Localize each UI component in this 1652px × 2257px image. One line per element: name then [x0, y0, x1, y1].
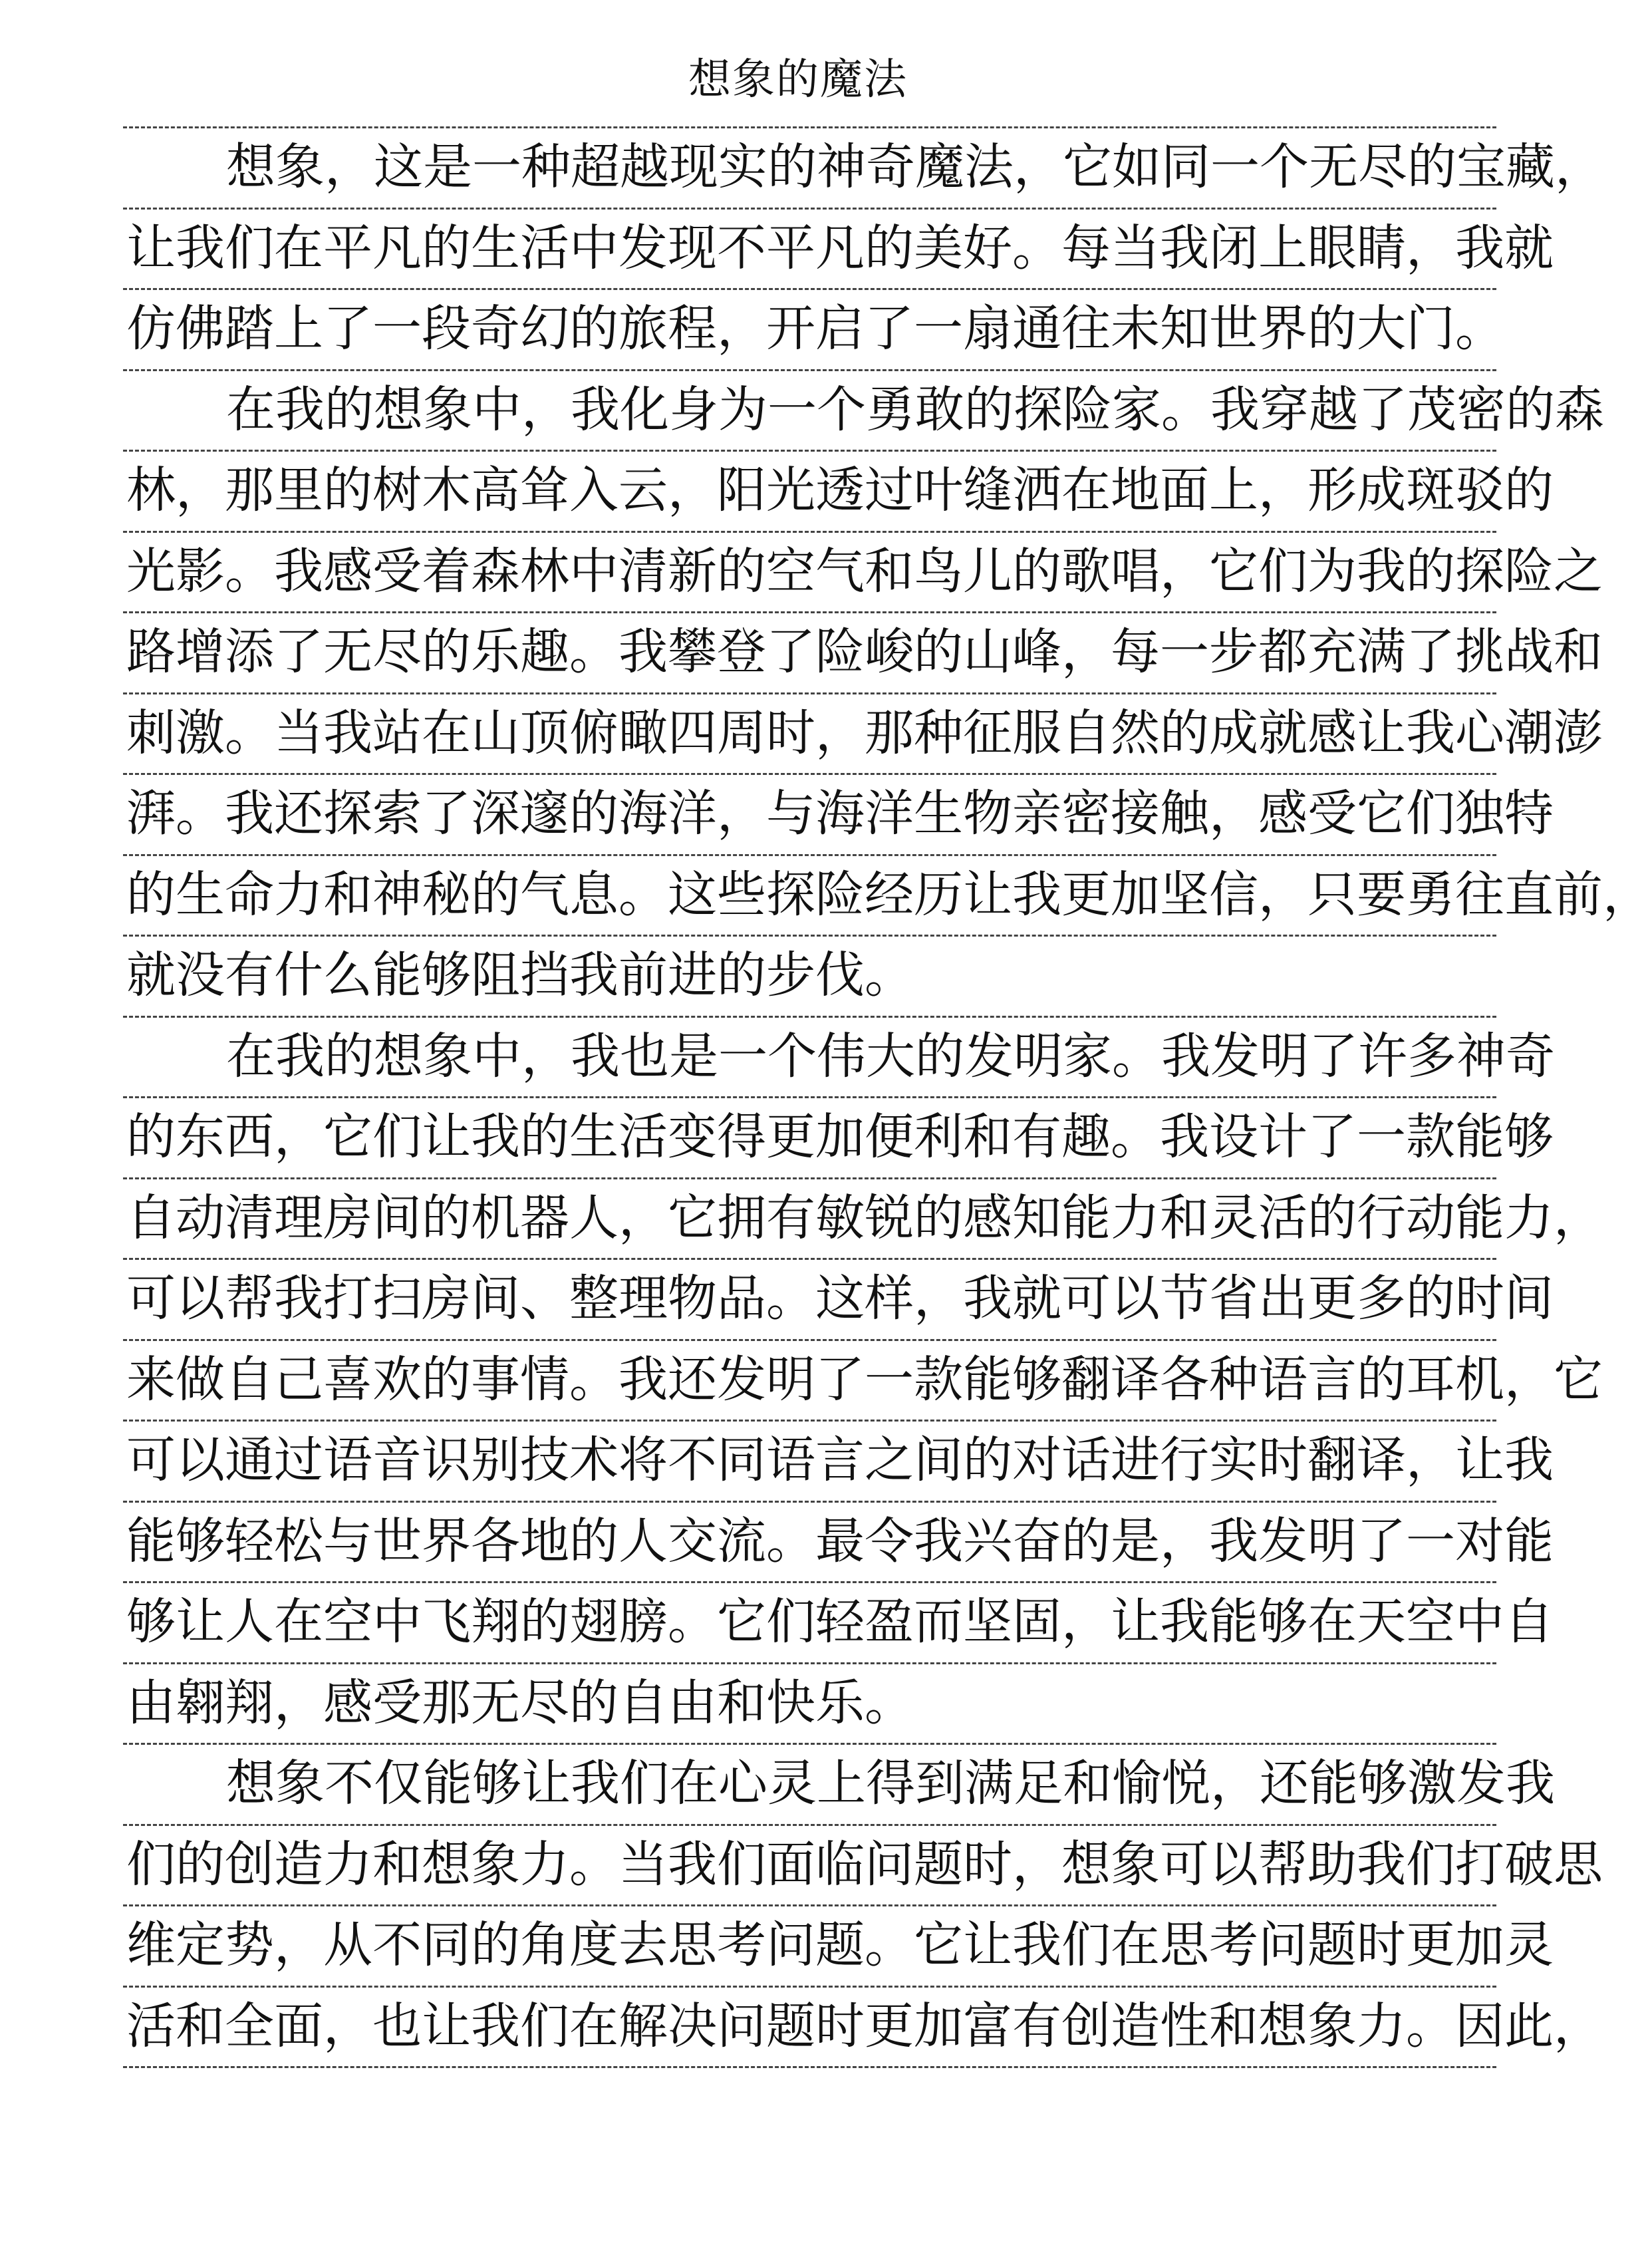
text-line: 可以帮我打扫房间、整理物品。这样，我就可以节省出更多的时间	[126, 1270, 1554, 1327]
text-line: 维定势，从不同的角度去思考问题。它让我们在思考问题时更加灵	[126, 1916, 1554, 1974]
text-line: 在我的想象中，我化身为一个勇敢的探险家。我穿越了茂密的森	[226, 381, 1604, 438]
text-line: 仿佛踏上了一段奇幻的旅程，开启了一扇通往未知世界的大门。	[126, 300, 1504, 357]
text-line: 想象，这是一种超越现实的神奇魔法，它如同一个无尽的宝藏，	[226, 138, 1604, 196]
text-line: 湃。我还探索了深邃的海洋，与海洋生物亲密接触，感受它们独特	[126, 785, 1554, 842]
text-line: 林，那里的树木高耸入云，阳光透过叶缝洒在地面上，形成斑驳的	[126, 462, 1554, 519]
text-line: 够让人在空中飞翔的翅膀。它们轻盈而坚固，让我能够在天空中自	[126, 1593, 1554, 1650]
page-title: 想象的魔法	[688, 55, 908, 104]
text-line: 刺激。当我站在山顶俯瞰四周时，那种征服自然的成就感让我心潮澎	[126, 704, 1603, 762]
text-line: 就没有什么能够阻挡我前进的步伐。	[126, 947, 914, 1004]
text-line: 让我们在平凡的生活中发现不平凡的美好。每当我闭上眼睛，我就	[126, 220, 1554, 277]
text-line: 自动清理房间的机器人，它拥有敏锐的感知能力和灵活的行动能力，	[126, 1189, 1603, 1247]
text-line: 来做自己喜欢的事情。我还发明了一款能够翻译各种语言的耳机，它	[126, 1351, 1603, 1408]
text-line: 可以通过语音识别技术将不同语言之间的对话进行实时翻译，让我	[126, 1431, 1554, 1489]
text-line: 光影。我感受着森林中清新的空气和鸟儿的歌唱，它们为我的探险之	[126, 543, 1603, 600]
text-line: 活和全面，也让我们在解决问题时更加富有创造性和想象力。因此，	[126, 1998, 1603, 2055]
text-line: 能够轻松与世界各地的人交流。最令我兴奋的是，我发明了一对能	[126, 1513, 1554, 1570]
text-line: 的生命力和神秘的气息。这些探险经历让我更加坚信，只要勇往直前，	[126, 866, 1652, 923]
text-line: 由翱翔，感受那无尽的自由和快乐。	[126, 1674, 914, 1731]
text-line: 们的创造力和想象力。当我们面临问题时，想象可以帮助我们打破思	[126, 1836, 1603, 1893]
text-line: 的东西，它们让我的生活变得更加便利和有趣。我设计了一款能够	[126, 1108, 1554, 1165]
text-line: 想象不仅能够让我们在心灵上得到满足和愉悦，还能够激发我	[226, 1755, 1555, 1812]
text-line: 在我的想象中，我也是一个伟大的发明家。我发明了许多神奇	[226, 1028, 1555, 1085]
text-line: 路增添了无尽的乐趣。我攀登了险峻的山峰，每一步都充满了挑战和	[126, 623, 1603, 680]
